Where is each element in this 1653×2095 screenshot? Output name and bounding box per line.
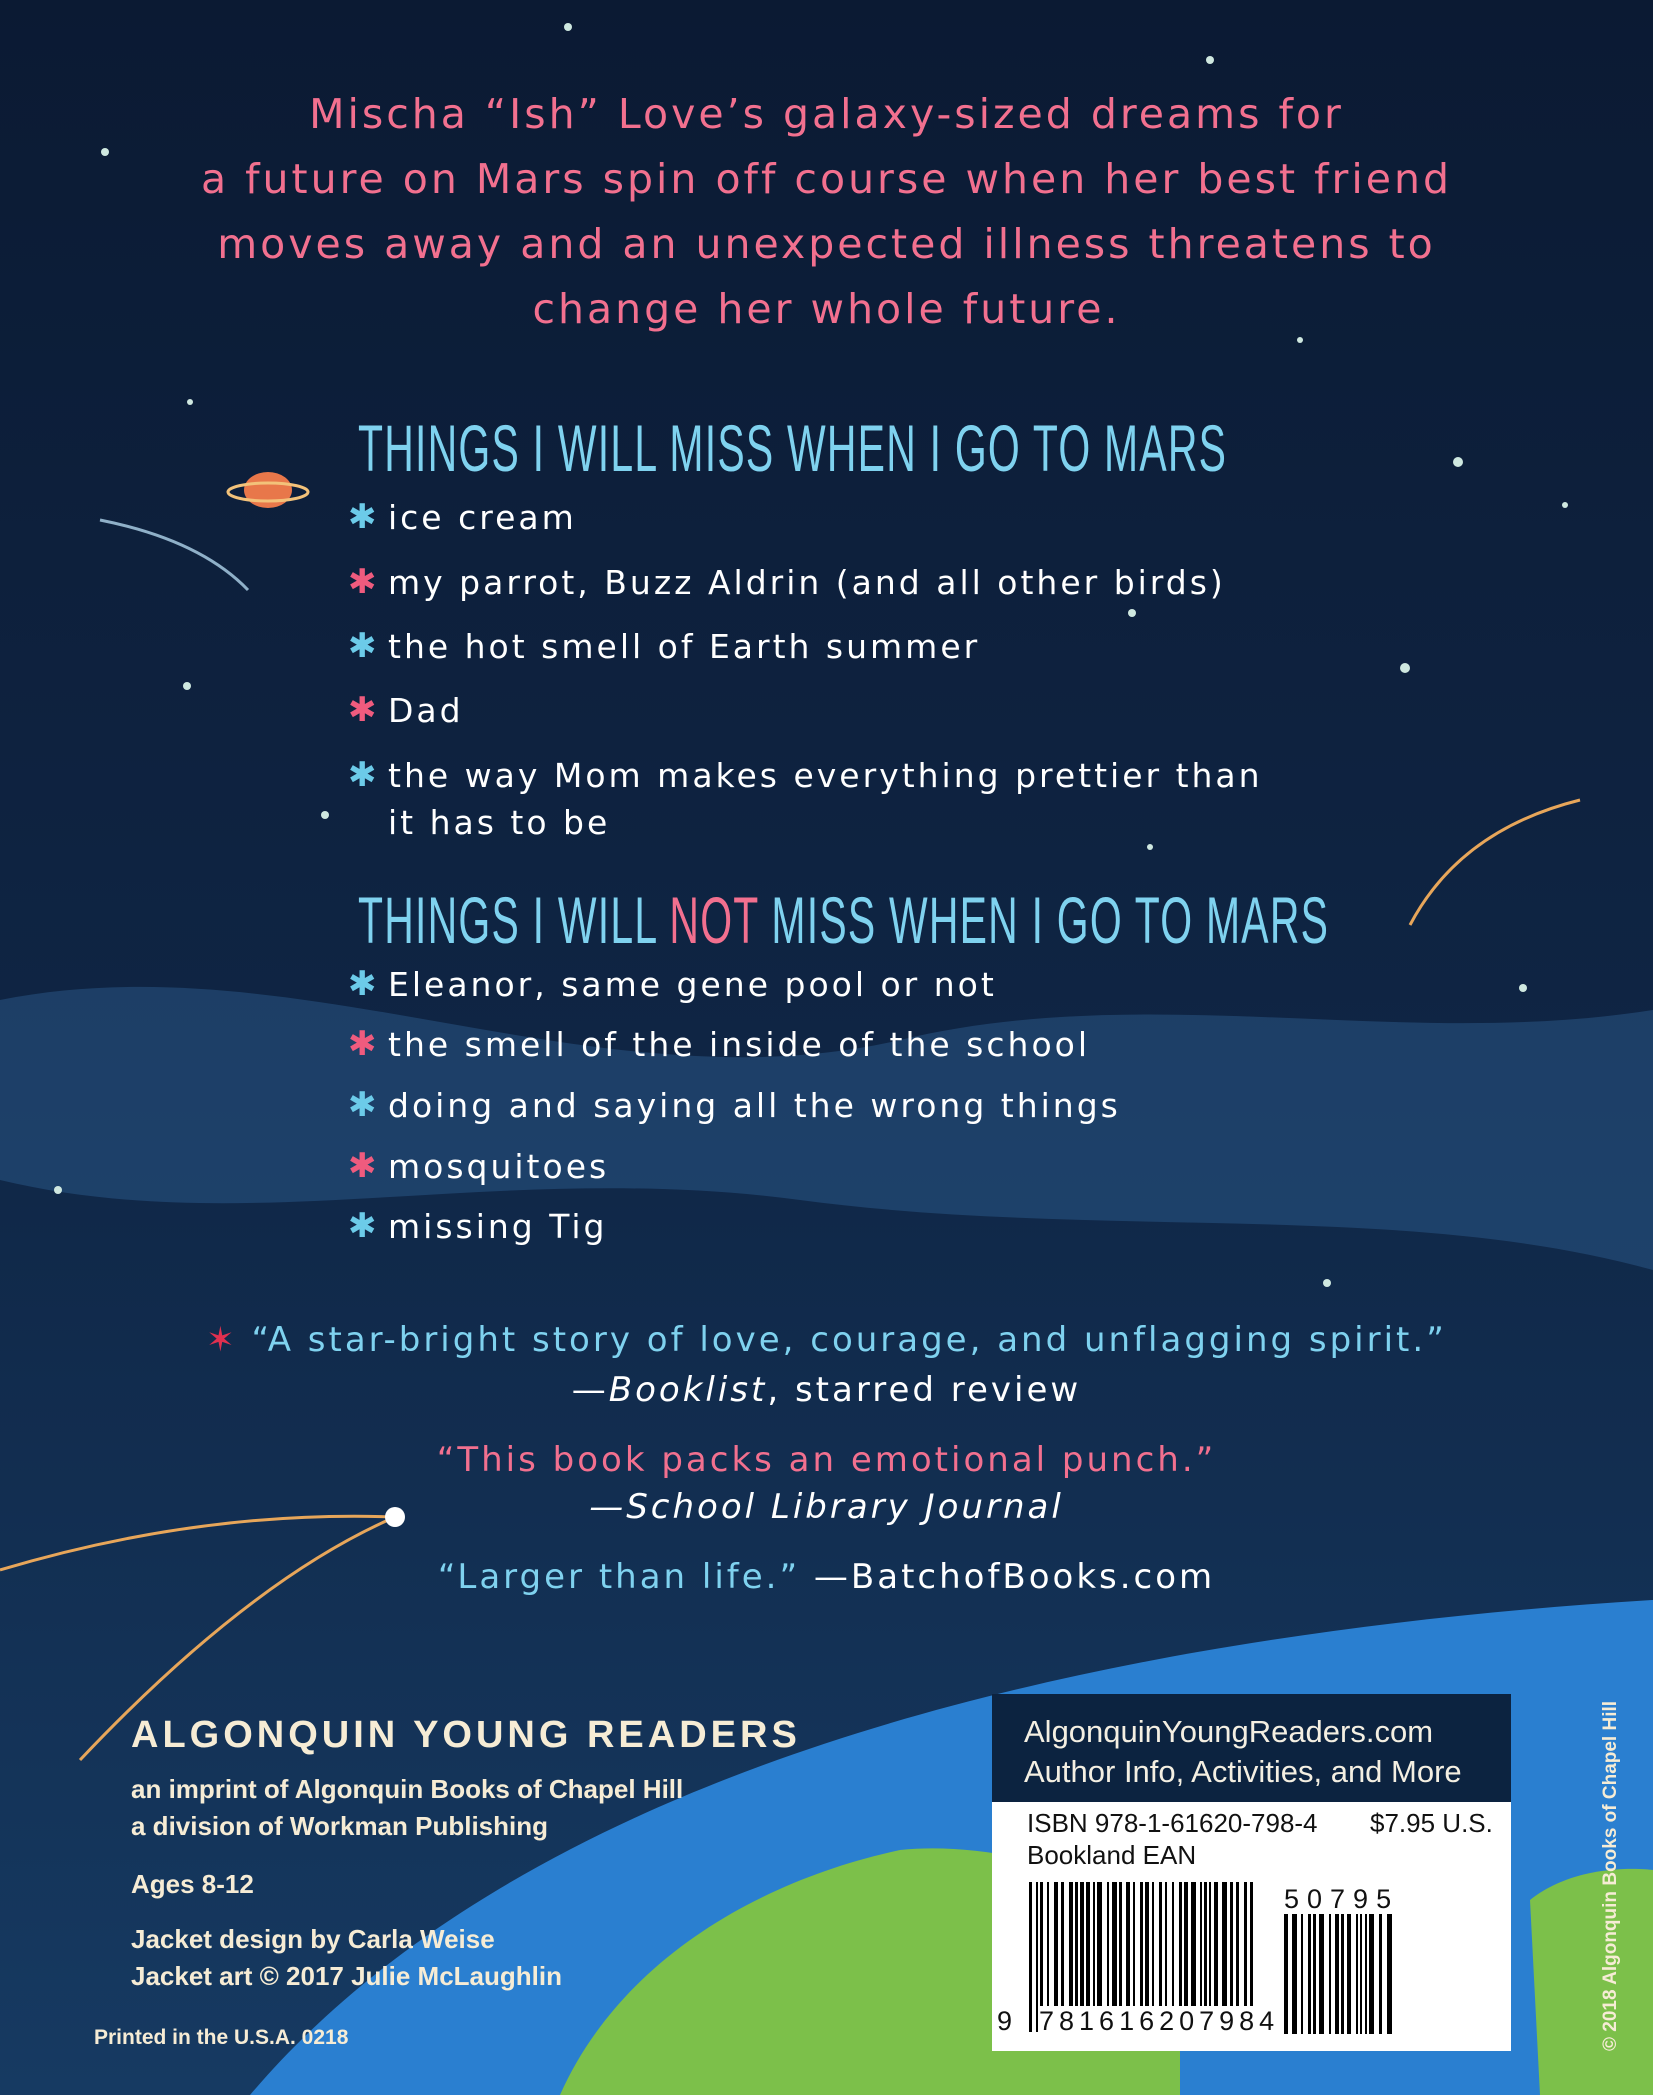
intro-line: moves away and an unexpected illness threatens to [217,220,1436,268]
intro-line: a future on Mars spin off course when her best friend [200,155,1453,203]
review-quote-slj: “This book packs an emotional punch.” [436,1440,1217,1480]
barcode-bar [1387,1914,1392,2034]
barcode-bar [1347,1914,1351,2034]
barcode-bar [1292,1914,1297,2034]
review-source-booklist: —Booklist, starred review [571,1370,1082,1410]
jacket-design-credit: Jacket design by Carla Weise [131,1924,495,1954]
website-banner [992,1694,1511,1802]
barcode-bar [1360,1914,1362,2034]
barcode-addon [1282,1914,1394,2034]
isbn: ISBN 978-1-61620-798-4 [1027,1808,1318,1838]
barcode-bar [1356,1914,1358,2034]
barcode-bar [1341,1914,1344,2034]
barcode-bar [1369,1914,1374,2034]
jacket-art-credit: Jacket art © 2017 Julie McLaughlin [131,1961,562,1991]
barcode-bar [1329,1914,1331,2034]
barcode-bar [1313,1914,1316,2034]
addon-digits: 50795 [1284,1884,1400,1914]
publisher-division: a division of Workman Publishing [131,1811,549,1841]
barcode-bar [1301,1914,1303,2034]
asterisk-bullet-icon: ✱ [348,690,380,730]
not-miss-heading: THINGS I WILL NOT MISS WHEN I GO TO MARS [358,883,1330,957]
asterisk-bullet-icon: ✱ [348,1146,380,1186]
copyright-notice: © 2018 Algonquin Books of Chapel Hill [1600,1700,1621,2051]
barcode-bar [1379,1914,1382,2034]
asterisk-bullet-icon: ✱ [348,626,380,666]
ean-digits: 781616207984 [1039,2006,1280,2036]
price: $7.95 U.S. [1370,1808,1493,1838]
review-quote-booklist: ✶ “A star-bright story of love, courage, and unflagging spirit.” [206,1320,1447,1360]
asterisk-bullet-icon: ✱ [348,964,380,1004]
website-tagline: Author Info, Activities, and More [1024,1754,1462,1789]
barcode-bar [1365,1914,1367,2034]
website-link[interactable]: AlgonquinYoungReaders.com [1024,1714,1434,1749]
asterisk-bullet-icon: ✱ [348,755,380,795]
age-range: Ages 8-12 [131,1869,254,1899]
ean-label: Bookland EAN [1027,1840,1197,1870]
intro-line: change her whole future. [532,285,1121,333]
barcode-bar [1029,1882,1032,2032]
review-quote-batchofbooks: “Larger than life.” —BatchofBooks.com [437,1557,1216,1597]
intro-blurb [0,82,1653,342]
asterisk-bullet-icon: ✱ [348,1085,380,1125]
barcode-bar [1335,1914,1339,2034]
barcode-bar [1284,1914,1288,2034]
ean-first-digit: 9 [997,2006,1013,2036]
review-source-slj: —School Library Journal [589,1487,1064,1527]
asterisk-bullet-icon: ✱ [348,1024,380,1064]
printed-in: Printed in the U.S.A. 0218 [94,2026,349,2049]
barcode-bar [1308,1914,1311,2034]
asterisk-bullet-icon: ✱ [348,1206,380,1246]
asterisk-bullet-icon: ✱ [348,497,380,537]
star-icon: ✶ [206,1320,238,1360]
asterisk-bullet-icon: ✱ [348,562,380,602]
barcode-box [992,1694,1511,2051]
publisher-name: ALGONQUIN YOUNG READERS [131,1714,801,1756]
barcode-bar [1036,1882,1038,2032]
earth-land-right [1530,1869,1653,2095]
publisher-imprint: an imprint of Algonquin Books of Chapel Hill [131,1774,684,1804]
miss-heading: THINGS I WILL MISS WHEN I GO TO MARS [358,411,1228,485]
intro-line: Mischa “Ish” Love’s galaxy-sized dreams for [309,90,1344,138]
barcode-bar [1319,1914,1324,2034]
